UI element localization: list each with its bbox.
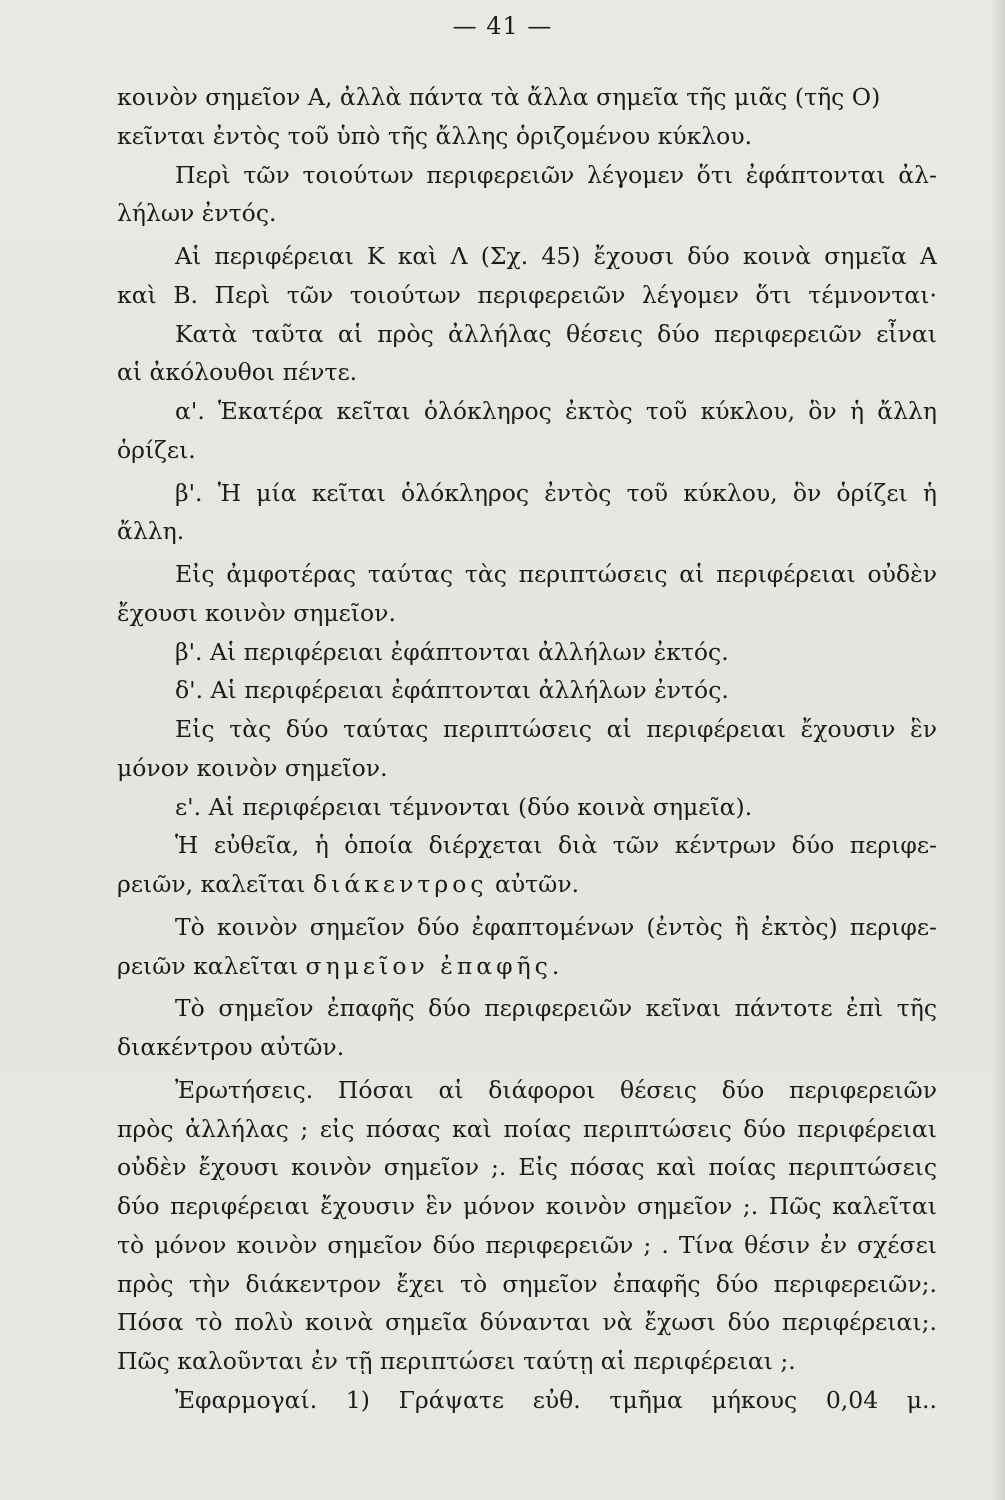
text-line: ἄλλη. bbox=[117, 517, 185, 546]
text-line: β'. Ἡ μία κεῖται ὁλόκληρος ἐντὸς τοῦ κύκλου, ὃν ὁρίζει ἡ bbox=[175, 478, 937, 507]
text-line: κοινὸν σημεῖον Α, ἀλλὰ πάντα τὰ ἄλλα σημεῖα τῆς μιᾶς (τῆς Ο) bbox=[117, 83, 881, 111]
text-line: ὁρίζει. bbox=[117, 435, 196, 464]
text-line: Περὶ τῶν τοιούτων περιφερειῶν λέγομεν ὅτι ἐφάπτονται ἀλ- bbox=[175, 160, 937, 189]
text-line: μόνον κοινὸν σημεῖον. bbox=[117, 753, 388, 782]
page-number: — 41 — bbox=[452, 12, 553, 40]
text-line: διακέντρου αὐτῶν. bbox=[117, 1033, 345, 1061]
text-line: πρὸς ἀλλήλας ; εἰς πόσας καὶ ποίας περιπτώσεις δύο περιφέρειαι bbox=[117, 1114, 937, 1143]
text-line: πρὸς τὴν διάκεντρον ἔχει τὸ σημεῖον ἐπαφῆς δύο περιφερειῶν;. bbox=[117, 1269, 937, 1298]
term-simeion-epafis: σημεῖον ἐπαφῆς. bbox=[305, 951, 564, 980]
text-line: δ'. Αἱ περιφέρειαι ἐφάπτονται ἀλλήλων ἐντός. bbox=[175, 676, 729, 705]
text-segment: ρειῶν, καλεῖται bbox=[117, 870, 306, 898]
text-line: Κατὰ ταῦτα αἱ πρὸς ἀλλήλας θέσεις δύο περιφερειῶν εἶναι bbox=[175, 319, 937, 348]
text-line: β'. Αἱ περιφέρειαι ἐφάπτονται ἀλλήλων ἐκτός. bbox=[175, 637, 729, 666]
text-line: καὶ Β. Περὶ τῶν τοιούτων περιφερειῶν λέγομεν ὅτι τέμνονται· bbox=[117, 280, 937, 309]
body-text bbox=[117, 78, 937, 1420]
text-line: κεῖνται ἐντὸς τοῦ ὑπὸ τῆς ἄλλης ὁριζομένου κύκλου. bbox=[117, 121, 753, 150]
text-line: τὸ μόνον κοινὸν σημεῖον δύο περιφερειῶν ; . Τίνα θέσιν ἐν σχέσει bbox=[117, 1230, 937, 1259]
term-diakentros: διάκεντρος bbox=[313, 870, 488, 898]
text-line bbox=[117, 947, 937, 986]
text-line: αἱ ἀκόλουθοι πέντε. bbox=[117, 358, 358, 387]
text-segment: ρειῶν καλεῖται bbox=[117, 951, 299, 980]
text-line: ε'. Αἱ περιφέρειαι τέμνονται (δύο κοινὰ σημεῖα). bbox=[175, 792, 753, 821]
text-line: λήλων ἐντός. bbox=[117, 199, 277, 228]
text-line: Εἰς τὰς δύο ταύτας περιπτώσεις αἱ περιφέρειαι ἔχουσιν ἓν bbox=[175, 715, 937, 743]
page-edge-shadow bbox=[993, 0, 1005, 1500]
text-line: α'. Ἑκατέρα κεῖται ὁλόκληρος ἐκτὸς τοῦ κύκλου, ὃν ἡ ἄλλη bbox=[175, 397, 937, 425]
text-line: οὐδὲν ἔχουσι κοινὸν σημεῖον ;. Εἰς πόσας καὶ ποίας περιπτώσεις bbox=[117, 1153, 937, 1182]
text-line: Εἰς ἀμφοτέρας ταύτας τὰς περιπτώσεις αἱ περιφέρειαι οὐδὲν bbox=[175, 560, 937, 588]
text-line: δύο περιφέρειαι ἔχουσιν ἓν μόνον κοινὸν σημεῖον ;. Πῶς καλεῖται bbox=[117, 1192, 937, 1220]
text-line: Τὸ σημεῖον ἐπαφῆς δύο περιφερειῶν κεῖναι πάντοτε ἐπὶ τῆς bbox=[175, 994, 937, 1023]
text-line: ἔχουσι κοινὸν σημεῖον. bbox=[117, 598, 396, 627]
text-line: Ἐρωτήσεις. Πόσαι αἱ διάφοροι θέσεις δύο περιφερειῶν bbox=[175, 1075, 937, 1104]
text-line: Ἡ εὐθεῖα, ἡ ὁποία διέρχεται διὰ τῶν κέντρων δύο περιφε- bbox=[175, 831, 937, 860]
text-line: Ἐφαρμογαί. 1) Γράψατε εὐθ. τμῆμα μήκους 0,04 μ.. bbox=[175, 1385, 937, 1414]
text-line: Πῶς καλοῦνται ἐν τῇ περιπτώσει ταύτῃ αἱ περιφέρειαι ;. bbox=[117, 1347, 796, 1375]
text-line bbox=[117, 865, 937, 904]
text-segment: αὐτῶν. bbox=[495, 870, 580, 898]
text-line: Πόσα τὸ πολὺ κοινὰ σημεῖα δύνανται νὰ ἔχωσι δύο περιφέρειαι;. bbox=[117, 1308, 937, 1337]
text-line: Αἱ περιφέρειαι Κ καὶ Λ (Σχ. 45) ἔχουσι δύο κοινὰ σημεῖα Α bbox=[175, 242, 937, 270]
text-line: Τὸ κοινὸν σημεῖον δύο ἐφαπτομένων (ἐντὸς ἢ ἐκτὸς) περιφε- bbox=[175, 912, 937, 941]
